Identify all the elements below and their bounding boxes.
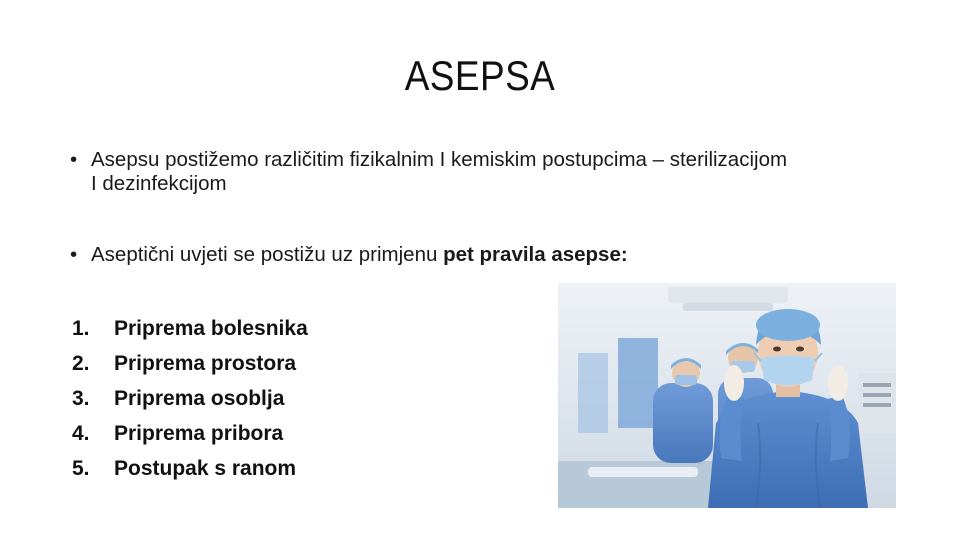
list-item (72, 381, 308, 416)
list-label: Postupak s ranom (114, 457, 297, 480)
list-number: 5. (72, 457, 90, 480)
asepsis-rules-list (72, 311, 308, 486)
bullet-aseptic-conditions (70, 243, 790, 267)
list-label: Priprema prostora (114, 352, 297, 375)
bullet-dot: • (70, 148, 78, 171)
slide-title: ASEPSA (404, 52, 556, 99)
list-label: Priprema bolesnika (114, 317, 308, 340)
list-item (72, 451, 308, 486)
list-number: 2. (72, 352, 90, 375)
list-label: Priprema osoblja (114, 387, 285, 410)
list-label: Priprema pribora (114, 422, 284, 445)
bullet-text: Asepsu postižemo različitim fizikalnim I kemiskim postupcima – sterilizacijom I dezinfekcijom (91, 148, 788, 195)
list-number: 1. (72, 317, 90, 340)
list-item (72, 311, 308, 346)
list-item (72, 346, 308, 381)
bullet-text (91, 243, 790, 267)
bullet-dot: • (70, 243, 78, 266)
list-item (72, 416, 308, 451)
bullet-asepsis-methods (70, 148, 790, 196)
bullet-text-plain: Aseptični uvjeti se postižu uz primjenu (91, 243, 444, 266)
list-number: 4. (72, 422, 90, 445)
surgeons-photo (558, 283, 896, 508)
bullet-text-bold: pet pravila asepse: (443, 243, 628, 266)
list-number: 3. (72, 387, 90, 410)
